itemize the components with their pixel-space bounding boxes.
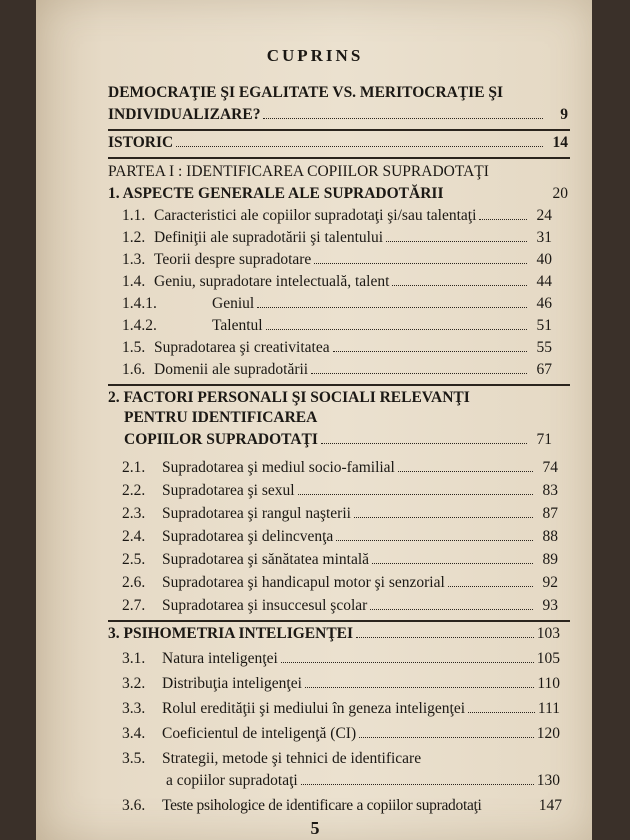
entry-page: 67 xyxy=(536,361,552,378)
chapter-2-title-line3: COPIILOR SUPRADOTAŢI xyxy=(124,431,318,448)
dot-leader xyxy=(311,362,527,374)
toc-entry-2-3 xyxy=(122,505,558,523)
istoric-label: ISTORIC xyxy=(108,134,174,151)
entry-label: Rolul eredităţii şi mediului în geneza inteligenţei xyxy=(162,700,466,717)
entry-page: 24 xyxy=(536,207,552,224)
entry-label: Coeficientul de inteligenţă (CI) xyxy=(162,725,357,742)
toc-entry-3-5-cont xyxy=(166,772,560,790)
toc-entry-1-5 xyxy=(122,339,552,357)
entry-label: Distribuţia inteligenţei xyxy=(162,675,302,692)
entry-number: 2.5. xyxy=(122,551,146,568)
dot-leader xyxy=(263,107,543,119)
toc-entry-chapter-1 xyxy=(108,185,568,203)
toc-entry-chapter-3 xyxy=(108,625,560,643)
toc-entry-1-4-1 xyxy=(122,295,552,313)
toc-entry-3-2 xyxy=(122,675,560,693)
entry-label: Supradotarea şi creativitatea xyxy=(154,339,330,356)
dot-leader xyxy=(468,701,535,713)
section-divider xyxy=(108,129,570,131)
chapter-3-page: 103 xyxy=(536,625,560,642)
dot-leader xyxy=(448,575,533,587)
entry-label: Caracteristici ale copiilor supradotaţi şi/sau talentaţi xyxy=(154,207,477,224)
entry-number: 1.4.2. xyxy=(122,317,157,334)
entry-page: 105 xyxy=(536,650,560,667)
entry-number: 1.5. xyxy=(122,339,146,356)
dot-leader xyxy=(372,552,533,564)
entry-label: Geniul xyxy=(212,295,255,312)
dot-leader xyxy=(479,208,527,220)
entry-label: Natura inteligenţei xyxy=(162,650,278,667)
toc-entry-3-3 xyxy=(122,700,560,718)
chapter-2-title-line2: PENTRU IDENTIFICAREA xyxy=(124,409,318,426)
entry-number: 3.5. xyxy=(122,750,146,767)
toc-entry-1-2 xyxy=(122,229,552,247)
toc-entry-2-7 xyxy=(122,597,558,615)
entry-page: 92 xyxy=(542,574,558,591)
dot-leader xyxy=(386,230,527,242)
part-title: PARTEA I : IDENTIFICAREA COPIILOR SUPRADOTAŢI xyxy=(108,163,489,180)
toc-entry-intro xyxy=(108,106,568,124)
entry-label: Supradotarea şi rangul naşterii xyxy=(162,505,351,522)
page-number: 5 xyxy=(310,818,320,838)
toc-entry-1-6 xyxy=(122,361,552,379)
toc-entry-2-2 xyxy=(122,482,558,500)
toc-entry-1-4 xyxy=(122,273,552,291)
chapter-3-title: 3. PSIHOMETRIA INTELIGENŢEI xyxy=(108,625,354,642)
toc-entry-1-1 xyxy=(122,207,552,225)
entry-page: 147 xyxy=(538,797,562,814)
entry-label: Supradotarea şi mediul socio-familial xyxy=(162,459,395,476)
toc-entry-2-1 xyxy=(122,459,558,477)
entry-page: 120 xyxy=(536,725,560,742)
entry-number: 3.2. xyxy=(122,675,146,692)
section-divider xyxy=(108,157,570,159)
chapter-2-title-line1: 2. FACTORI PERSONALI ŞI SOCIALI RELEVANŢI xyxy=(108,389,470,406)
entry-page: 87 xyxy=(542,505,558,522)
entry-number: 3.1. xyxy=(122,650,146,667)
entry-number: 1.3. xyxy=(122,251,146,268)
entry-page: 111 xyxy=(537,700,560,717)
chapter-1-page: 20 xyxy=(552,185,568,202)
dot-leader xyxy=(305,676,534,688)
entry-number: 1.4. xyxy=(122,273,146,290)
entry-label: Supradotarea şi handicapul motor şi senzorial xyxy=(162,574,445,591)
entry-page: 46 xyxy=(536,295,552,312)
dot-leader xyxy=(321,432,527,444)
section-divider xyxy=(108,620,570,622)
entry-label: Strategii, metode şi tehnici de identificare xyxy=(162,750,422,767)
entry-number: 1.2. xyxy=(122,229,146,246)
entry-label: Definiţii ale supradotării şi talentului xyxy=(154,229,383,246)
entry-number: 2.3. xyxy=(122,505,146,522)
entry-number: 2.1. xyxy=(122,459,146,476)
dot-leader xyxy=(485,799,536,810)
istoric-page: 14 xyxy=(552,134,568,151)
page-title: CUPRINS xyxy=(266,46,364,65)
dot-leader xyxy=(392,274,527,286)
entry-number: 2.2. xyxy=(122,482,146,499)
entry-label: Supradotarea şi delincvenţa xyxy=(162,528,334,545)
entry-number: 3.3. xyxy=(122,700,146,717)
toc-entry-1-3 xyxy=(122,251,552,269)
dot-leader xyxy=(446,187,543,198)
dot-leader xyxy=(301,773,534,785)
entry-number: 2.7. xyxy=(122,597,146,614)
entry-number: 1.4.1. xyxy=(122,295,157,312)
entry-label-cont: a copiilor supradotaţi xyxy=(166,772,298,789)
entry-label: Supradotarea şi sexul xyxy=(162,482,295,499)
entry-number: 2.4. xyxy=(122,528,146,545)
toc-entry-2-4 xyxy=(122,528,558,546)
section-divider xyxy=(108,384,570,386)
entry-label: Domenii ale supradotării xyxy=(154,361,309,378)
entry-page: 88 xyxy=(542,528,558,545)
dot-leader xyxy=(266,318,527,330)
intro-title-line2: INDIVIDUALIZARE? xyxy=(108,106,261,123)
dot-leader xyxy=(356,626,534,638)
toc-entry-2-6 xyxy=(122,574,558,592)
entry-number: 1.1. xyxy=(122,207,146,224)
dot-leader xyxy=(281,651,534,663)
entry-page: 31 xyxy=(536,229,552,246)
entry-label: Teorii despre supradotare xyxy=(154,251,312,268)
toc-entry-istoric xyxy=(108,134,568,152)
entry-page: 51 xyxy=(536,317,552,334)
entry-page: 83 xyxy=(542,482,558,499)
toc-entry-3-5 xyxy=(122,750,421,768)
entry-label: Talentul xyxy=(212,317,263,334)
dot-leader xyxy=(336,529,533,541)
entry-page: 93 xyxy=(542,597,558,614)
entry-number: 2.6. xyxy=(122,574,146,591)
intro-title-line1: DEMOCRAŢIE ŞI EGALITATE VS. MERITOCRAŢIE ŞI xyxy=(108,84,504,101)
entry-number: 3.4. xyxy=(122,725,146,742)
toc-entry-1-4-2 xyxy=(122,317,552,335)
dot-leader xyxy=(333,340,527,352)
chapter-1-title: 1. ASPECTE GENERALE ALE SUPRADOTĂRII xyxy=(108,185,444,202)
entry-label: Supradotarea şi sănătatea mintală xyxy=(162,551,370,568)
toc-entry-3-1 xyxy=(122,650,560,668)
chapter-2-page: 71 xyxy=(536,431,552,448)
dot-leader xyxy=(314,252,527,264)
dot-leader xyxy=(257,296,527,308)
toc-entry-2-5 xyxy=(122,551,558,569)
toc-entry-3-4 xyxy=(122,725,560,743)
entry-label: Teste psihologice de identificare a copiilor supradotaţi xyxy=(162,797,482,814)
dot-leader xyxy=(176,135,543,147)
entry-page: 130 xyxy=(536,772,560,789)
entry-page: 40 xyxy=(536,251,552,268)
entry-label: Supradotarea şi insuccesul şcolar xyxy=(162,597,368,614)
dot-leader xyxy=(370,598,533,610)
entry-page: 110 xyxy=(537,675,560,692)
toc-entry-3-6 xyxy=(122,797,562,815)
entry-number: 1.6. xyxy=(122,361,146,378)
dot-leader xyxy=(354,506,533,518)
dot-leader xyxy=(398,460,533,472)
dot-leader xyxy=(298,483,533,495)
entry-page: 44 xyxy=(536,273,552,290)
intro-page: 9 xyxy=(560,106,568,123)
entry-page: 89 xyxy=(542,551,558,568)
toc-entry-chapter-2 xyxy=(124,431,552,449)
entry-page: 74 xyxy=(542,459,558,476)
entry-page: 55 xyxy=(536,339,552,356)
entry-number: 3.6. xyxy=(122,797,146,814)
entry-label: Geniu, supradotare intelectuală, talent xyxy=(154,273,390,290)
dot-leader xyxy=(359,726,534,738)
